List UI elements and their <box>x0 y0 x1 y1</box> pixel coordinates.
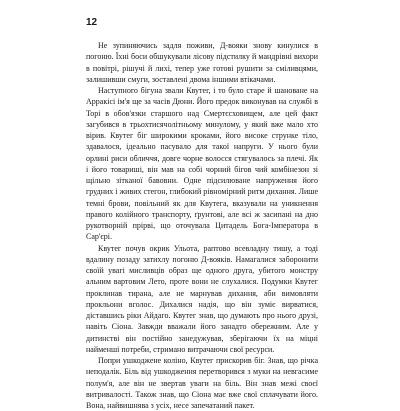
paragraph-4: Попри ушкоджене коліно, Квутег прискорив біг. Знав, що річка неподалік. Біль від ушкодження перетворився з муки на невгасиме полум'я, але він не звертав уваги на біль. Він знав межі своєї витривалості. Також знав, що Сіона має вже свої сплачувати його. Вона, найвишнява з усіх, несе запечатаний пакет. <box>86 356 318 410</box>
paragraph-2: Наступного бігуна звали Квутег, і то було старе й шановане на Арракісі ім'я ще за часів Дюни. Його предок виконував на службі в Торі в обов'язки старшого над Смертєсховищем, але цей факт загубився в трьохтисячолітньому минулому, у який вже мало хто вірив. Квутег біг широкими кроками, його високе струнке тіло, здавалося, ідеально пасувало для такої напруги. У нього були орлині риси обличчя, довге чорне волосся стягувалось за плечі. Як і його товариші, він мав на собі чорний бігов чий комбінезон зі щільно зітканої бавовни. Одне підсилюване напруження його грудних і живих стегон, глибокий рівномірний ритм дихання. Лише темні брови, повільний як для Квутега, вказували на уникнення правого колійного транспорту, ґрунтові, але всі ж засипані на дно рукотворній прірві, що оточувала Цитадель Бога-Імператора в Сар'єрі. <box>86 86 318 242</box>
body-text <box>86 40 318 411</box>
page-number: 12 <box>86 17 98 28</box>
paragraph-1: Не зупиняючись задля поживи, Д-вояки знову кинулися в погоню. Їхні боси обшукували лісову підстилку й мандрівні вихори в повітрі, рішучі й лихі, тепер уже готові рушити за сміливцями, залишивши смуги, зоставлені двома іншими втікачами. <box>86 41 318 84</box>
paragraph-3: Квутег почув окрик Ульота, раптово всевладну тишу, а тоді вдалину позаду затихлу погоню Д-вояків. Намагалися заборонити своїй увагі мисливців образ ще одного друга, убитого монстру альним вартовим Лето, проте вони не слухалися. Подумки Квутег проклинав тирана, але не марнував дихання, аби вимовляти прокльони вголос. Дихалися надія, що він зуміє вирватися, діставшись ріки Айдаго. Квутег знав, що думають про нього друзі, навіть Сіона. Завжди вважали його занадто обережним. Але у дитинстві він постійно занедужував, зберігаючи їх на міцні найменші потреби, стримано витрачаючи свої ресурси. <box>86 243 318 354</box>
